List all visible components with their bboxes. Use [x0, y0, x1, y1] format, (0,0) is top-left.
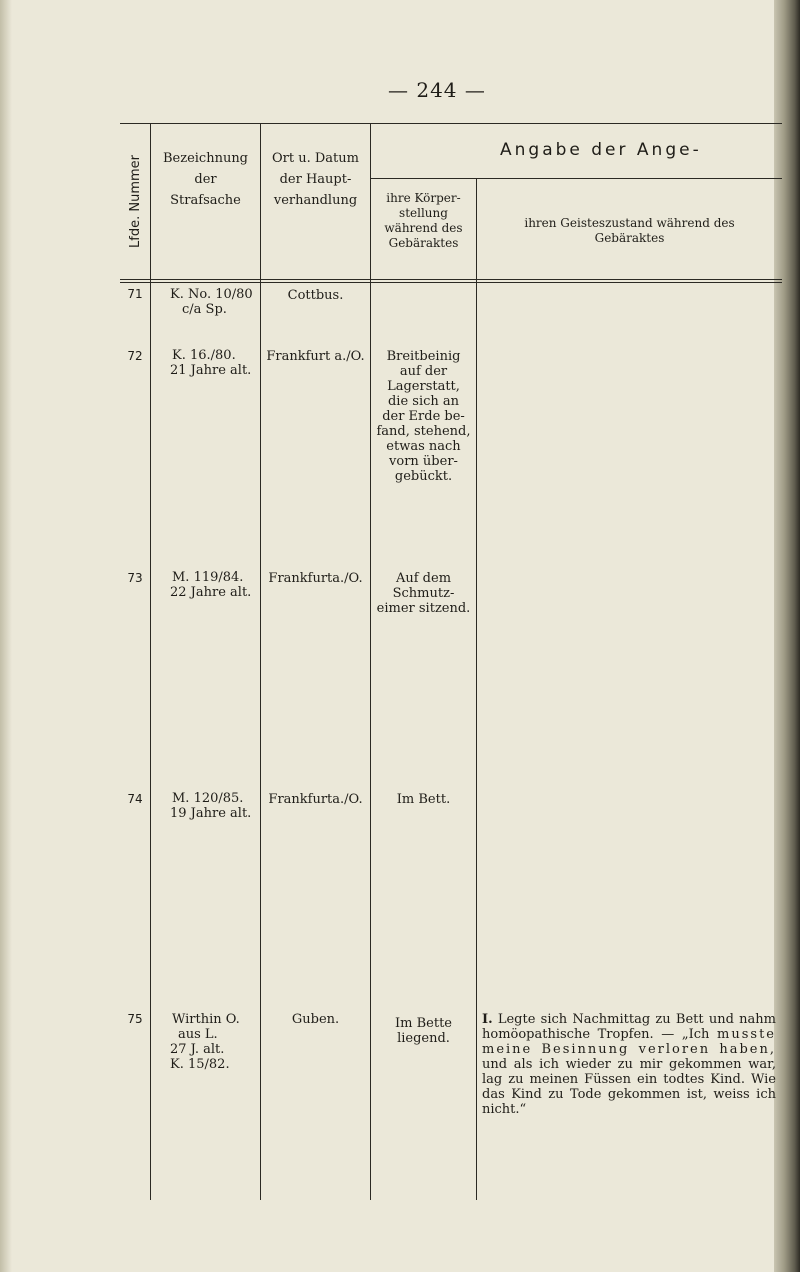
row-73-bezeichnung: M. 119/84. 22 Jahre alt.: [170, 570, 252, 600]
header-geisteszustand: ihren Geisteszustand während des Gebäraktes: [524, 216, 735, 245]
table-top-rule: [120, 123, 782, 124]
row-74-ort: Frankfurta./O.: [268, 792, 363, 807]
row-75-ort: Guben.: [291, 1012, 340, 1027]
header-ort-datum: Ort u. Datum der Haupt- verhandlung: [272, 151, 359, 208]
row-75-bezeichnung: Wirthin O. aus L. 27 J. alt. K. 15/82.: [170, 1012, 240, 1072]
row-73-koerperstellung: Auf dem Schmutz- eimer sitzend.: [376, 571, 471, 616]
book-page-edge: [774, 0, 800, 1272]
row-73-ort: Frankfurta./O.: [268, 571, 363, 586]
row-72-number: 72: [127, 349, 143, 363]
row-71-number: 71: [127, 287, 143, 301]
column-rule-1: [150, 123, 151, 1200]
page-number: — 244 —: [388, 78, 486, 102]
row-74-number: 74: [127, 792, 143, 806]
row-75-number: 75: [127, 1012, 143, 1026]
row-72-koerperstellung: Breitbeinig auf der Lagerstatt, die sich an der Erde be- fand, stehend, etwas nach vorn über- gebückt.: [376, 349, 471, 484]
note-text-part-2: und als ich wieder zu mir gekommen war, lag zu meinen Füssen ein todtes Kind. Wie das Kind zu Tode gekommen ist, weiss ich nicht.“: [482, 1057, 776, 1117]
row-72-bezeichnung: K. 16./80. 21 Jahre alt.: [170, 348, 252, 378]
header-bottom-rule-1: [120, 279, 782, 280]
row-74-koerperstellung: Im Bett.: [396, 792, 451, 807]
header-lfd-nummer: Lfde. Nummer: [127, 154, 143, 248]
row-74-bezeichnung: M. 120/85. 19 Jahre alt.: [170, 791, 252, 821]
row-75-koerperstellung: Im Bette liegend.: [395, 1016, 452, 1046]
row-73-number: 73: [127, 571, 143, 585]
row-72-ort: Frankfurt a./O.: [266, 349, 365, 364]
note-spaced-text: musste meine Besinnung verloren haben,: [482, 1027, 776, 1057]
note-roman-numeral: I.: [482, 1012, 493, 1027]
row-75-geisteszustand-note: [482, 1012, 776, 1117]
row-71-bezeichnung: K. No. 10/80 c/a Sp.: [170, 287, 253, 317]
note-text-part-1: Legte sich Nachmittag zu Bett und nahm homöopathische Tropfen. — „Ich: [482, 1012, 776, 1042]
sub-header-rule: [370, 178, 782, 179]
header-bottom-rule-2: [120, 282, 782, 283]
page-left-shadow: [0, 0, 12, 1272]
header-koerperstellung: ihre Körper- stellung während des Gebäraktes: [384, 191, 463, 250]
column-rule-2: [260, 123, 261, 1200]
header-angabe: Angabe der Ange-: [500, 140, 702, 160]
column-rule-4: [476, 178, 477, 1200]
row-71-ort: Cottbus.: [287, 288, 344, 303]
header-bezeichnung: Bezeichnung der Strafsache: [162, 151, 249, 208]
